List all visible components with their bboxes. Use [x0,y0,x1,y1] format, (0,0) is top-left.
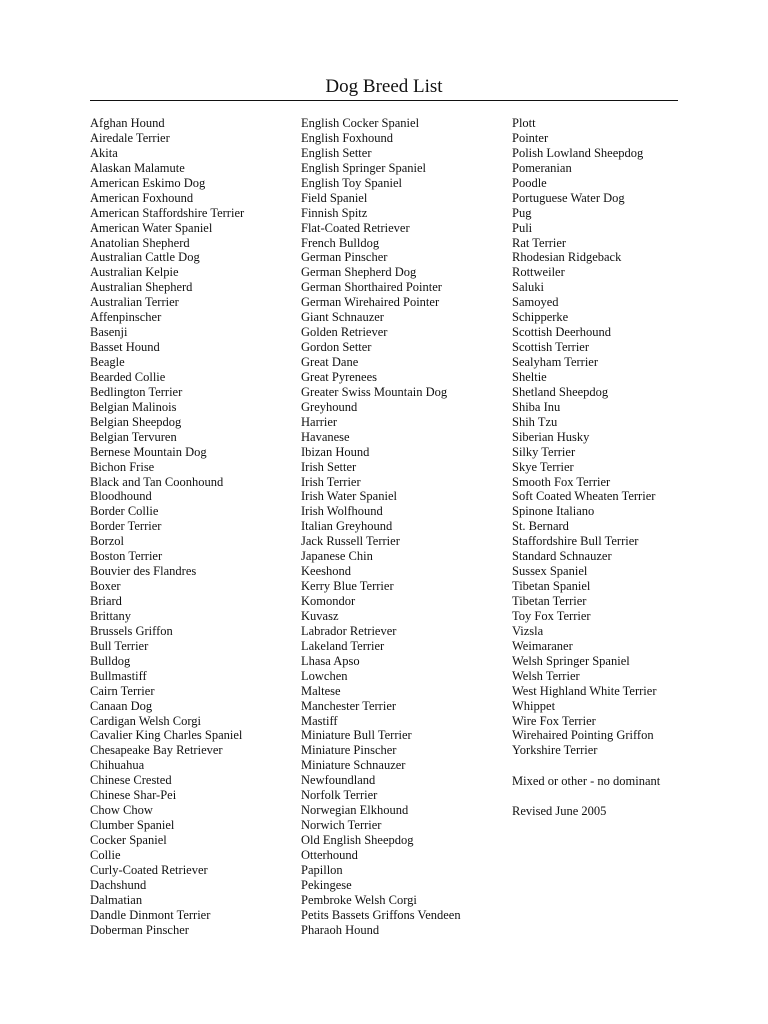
breed-list-item: Shiba Inu [512,399,561,414]
breed-list-item: Labrador Retriever [301,623,397,638]
breed-list-item: Plott [512,116,536,130]
breed-list-item: Irish Water Spaniel [301,489,397,504]
breed-list-item: Pharaoh Hound [301,922,380,937]
breed-list-item: Ibizan Hound [301,444,370,459]
breed-list-item: Cavalier King Charles Spaniel [90,728,243,743]
breed-list-item: Irish Setter [301,459,357,474]
breed-list-item: Havanese [301,429,350,444]
breed-list-item: Komondor [301,594,356,608]
breed-list-item: Rat Terrier [512,235,567,250]
breed-list-item: Curly-Coated Retriever [90,862,208,877]
breed-list-item: Manchester Terrier [301,698,397,713]
breed-list-item: Jack Russell Terrier [301,534,400,549]
breed-list-item: Papillon [301,862,343,877]
breed-list-item: Skye Terrier [512,459,574,474]
breed-list-item: Bull Terrier [90,638,149,653]
breed-list-item: Finnish Spitz [301,205,368,220]
breed-list-item: Miniature Schnauzer [301,758,406,773]
breed-list-item: Black and Tan Coonhound [90,474,224,489]
breed-list-item: Poodle [512,175,547,190]
breed-list-item: Tibetan Terrier [512,594,587,608]
breed-list-item: Norwegian Elkhound [301,803,409,818]
breed-list-item: Greater Swiss Mountain Dog [301,384,448,399]
breed-list-item: Irish Wolfhound [301,504,383,519]
breed-list-item: Gordon Setter [301,340,372,355]
breed-list-item: Border Terrier [90,519,162,534]
breed-list-item: Bernese Mountain Dog [90,444,207,459]
breed-list-item: Brittany [90,608,131,623]
breed-list-item: Great Pyrenees [301,369,378,384]
breed-list-item: German Pinscher [301,250,388,265]
breed-list-item: Flat-Coated Retriever [301,220,410,235]
breed-list-item: Dalmatian [90,892,143,907]
breed-list-item: Otterhound [301,847,358,862]
breed-list-item: Sussex Spaniel [512,564,588,579]
breed-list-item: English Foxhound [301,130,394,145]
breed-list-item: Chesapeake Bay Retriever [90,743,223,758]
breed-list-item: French Bulldog [301,235,380,250]
breed-column-1 [90,116,244,938]
breed-list-item: Old English Sheepdog [301,833,414,847]
breed-list-item: Wire Fox Terrier [512,713,596,728]
breed-list-item: Airedale Terrier [90,130,170,145]
breed-list-item: Smooth Fox Terrier [512,474,611,489]
breed-list-item: English Springer Spaniel [301,160,426,175]
breed-list-item: Chow Chow [90,803,153,818]
breed-list-item: Cairn Terrier [90,683,155,698]
breed-list-item: Borzol [90,534,125,549]
breed-list-item: English Toy Spaniel [301,175,402,190]
breed-list-item: Bouvier des Flandres [90,564,197,579]
breed-list-item: Basset Hound [90,340,160,355]
breed-list-item: Australian Shepherd [90,280,193,295]
breed-list-item: Maltese [301,683,341,698]
breed-list-item: Norfolk Terrier [301,788,378,803]
breed-list-item: Chinese Crested [90,773,172,788]
breed-list-item: Scottish Deerhound [512,325,611,340]
breed-list-item: Spinone Italiano [512,504,595,519]
breed-list-item: West Highland White Terrier [512,683,657,698]
breed-list-item: English Cocker Spaniel [301,116,420,130]
breed-list-item: Clumber Spaniel [90,818,175,833]
breed-list-item: Bulldog [90,653,131,668]
breed-list-item: Kuvasz [301,608,339,623]
breed-list-item: Border Collie [90,504,159,519]
breed-list-item: German Wirehaired Pointer [301,295,440,310]
breed-list-item: Bichon Frise [90,459,155,474]
breed-list-item: English Setter [301,145,372,160]
breed-list-item: Brussels Griffon [90,623,173,638]
breed-list-item: Whippet [512,698,556,713]
breed-list-item: Toy Fox Terrier [512,608,591,623]
breed-list-item: Sealyham Terrier [512,355,599,369]
breed-list-item: German Shepherd Dog [301,265,417,280]
breed-list-item: Belgian Malinois [90,399,177,414]
breed-list-item: Bloodhound [90,489,152,504]
breed-list-item: Giant Schnauzer [301,310,384,325]
breed-list-item: Collie [90,847,121,862]
breed-list-item: Akita [90,145,118,160]
breed-list-item: Doberman Pinscher [90,922,189,937]
breed-list-item: American Water Spaniel [90,220,213,235]
mixed-breed-note: Mixed or other - no dominant [512,774,661,788]
breed-list-item: Kerry Blue Terrier [301,579,394,594]
breed-list-item: Portuguese Water Dog [512,190,625,205]
breed-list-item: Field Spaniel [301,190,368,205]
breed-list-item: Briard [90,594,122,608]
breed-list-item: Petits Bassets Griffons Vendeen [301,907,461,922]
breed-list-item: Shetland Sheepdog [512,384,609,399]
breed-list-item: Yorkshire Terrier [512,743,598,758]
breed-list-item: Afghan Hound [90,116,165,130]
breed-list-item: Scottish Terrier [512,340,590,355]
breed-list-item: Welsh Terrier [512,668,580,683]
breed-list-item: Belgian Sheepdog [90,414,182,429]
breed-list-item: Pomeranian [512,160,572,175]
breed-list-item: Irish Terrier [301,474,361,489]
breed-list-item: Cocker Spaniel [90,833,167,847]
breed-list-item: German Shorthaired Pointer [301,280,442,295]
breed-list-item: Chihuahua [90,758,145,773]
breed-list-item: Australian Cattle Dog [90,250,200,265]
breed-list-item: Dandle Dinmont Terrier [90,907,211,922]
breed-list-item: Keeshond [301,564,351,579]
breed-list-item: Australian Terrier [90,295,179,310]
breed-list-item: Chinese Shar-Pei [90,788,177,803]
breed-list-item: Rhodesian Ridgeback [512,250,622,265]
breed-list-item: Sheltie [512,369,547,384]
breed-list-item: Boxer [90,579,121,594]
breed-list-item: St. Bernard [512,519,569,534]
breed-list-item: Samoyed [512,295,559,310]
breed-list-item: Schipperke [512,310,569,325]
breed-list-item: Mastiff [301,713,338,728]
breed-list-item: American Staffordshire Terrier [90,205,245,220]
breed-list-item: Weimaraner [512,638,573,653]
breed-list-item: Puli [512,220,533,235]
breed-list-item: Alaskan Malamute [90,160,185,175]
breed-list-item: Harrier [301,414,338,429]
breed-list-item: Belgian Tervuren [90,429,177,444]
breed-list-item: Affenpinscher [90,310,162,325]
breed-list-item: Standard Schnauzer [512,549,612,564]
breed-column-3 [512,116,657,758]
breed-list-item: Basenji [90,325,128,340]
breed-list-item: Lhasa Apso [301,653,360,668]
breed-list-item: Miniature Pinscher [301,743,397,758]
breed-list-item: Polish Lowland Sheepdog [512,145,644,160]
breed-list-item: Siberian Husky [512,429,590,444]
breed-list-item: Beagle [90,355,125,369]
breed-list-item: Saluki [512,280,544,295]
breed-list-item: Bedlington Terrier [90,384,183,399]
breed-list-item: American Eskimo Dog [90,175,206,190]
breed-list-item: Miniature Bull Terrier [301,728,412,743]
revision-date: Revised June 2005 [512,804,607,818]
breed-list-item: Tibetan Spaniel [512,579,591,594]
breed-column-2 [301,116,461,938]
breed-list-item: Greyhound [301,399,358,414]
breed-list-item: Soft Coated Wheaten Terrier [512,489,656,504]
breed-list-item: Shih Tzu [512,414,558,429]
breed-list-item: Vizsla [512,623,544,638]
breed-list-item: Silky Terrier [512,444,576,459]
breed-list-item: Japanese Chin [301,549,373,564]
breed-list-item: Lakeland Terrier [301,638,385,653]
breed-list-item: Pointer [512,130,549,145]
breed-list-item: Pembroke Welsh Corgi [301,892,417,907]
breed-list-item: Italian Greyhound [301,519,393,534]
breed-list-item: Canaan Dog [90,698,153,713]
breed-list-item: Dachshund [90,877,147,892]
title-divider [90,100,678,101]
breed-list-item: Australian Kelpie [90,265,179,280]
breed-list-item: Boston Terrier [90,549,163,564]
breed-list-item: Lowchen [301,668,348,683]
breed-list-item: Bullmastiff [90,668,147,683]
breed-list-item: Norwich Terrier [301,818,382,833]
breed-list-item: Pug [512,205,532,220]
breed-list-item: Wirehaired Pointing Griffon [512,728,654,743]
page-title: Dog Breed List [325,76,443,97]
breed-list-item: Bearded Collie [90,369,166,384]
breed-list-item: Pekingese [301,877,352,892]
breed-list-item: Anatolian Shepherd [90,235,190,250]
breed-list-item: Cardigan Welsh Corgi [90,713,202,728]
breed-list-item: Rottweiler [512,265,565,280]
breed-list-item: Welsh Springer Spaniel [512,653,630,668]
breed-list-item: American Foxhound [90,190,194,205]
breed-list-item: Golden Retriever [301,325,388,340]
breed-list-item: Great Dane [301,355,359,369]
breed-list-item: Newfoundland [301,773,376,788]
breed-list-item: Staffordshire Bull Terrier [512,534,639,549]
